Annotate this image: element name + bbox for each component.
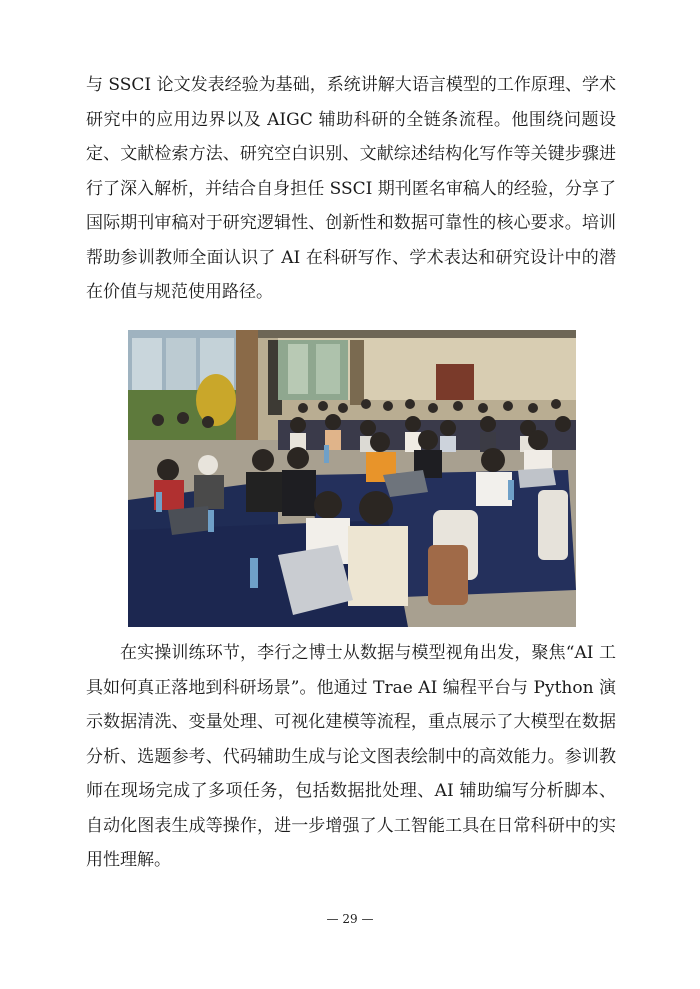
page-number: — 29 — bbox=[326, 912, 374, 926]
body-paragraph-2: 在实操训练环节，李行之博士从数据与模型视角出发，聚焦“AI 工具如何真正落地到科研场景”。他通过 Trae AI 编程平台与 Python 演示数据清洗、变量处理、可视化建模等流程，重点展示了大模型在数据分析、选题参考、代码辅助生成与论文图表绘制中的高效能力。参训教师在现场完成了多项任务，包括数据批处理、AI 辅助编写分析脚本、自动化图表生成等操作，进一步增强了人工智能工具在日常科研中的实用性理解。 bbox=[86, 643, 616, 870]
body-paragraph-1: 与 SSCI 论文发表经验为基础，系统讲解大语言模型的工作原理、学术研究中的应用边界以及 AIGC 辅助科研的全链条流程。他围绕问题设定、文献检索方法、研究空白识别、文献综述结构化写作等关键步骤进行了深入解析，并结合自身担任 SSCI 期刊匿名审稿人的经验，分享了国际期刊审稿对于研究逻辑性、创新性和数据可靠性的核心要求。培训帮助参训教师全面认识了 AI 在科研写作、学术表达和研究设计中的潜在价值与规范使用路径。 bbox=[86, 75, 616, 302]
classroom-photo-illustration bbox=[128, 330, 576, 627]
training-session-photo bbox=[128, 330, 576, 627]
